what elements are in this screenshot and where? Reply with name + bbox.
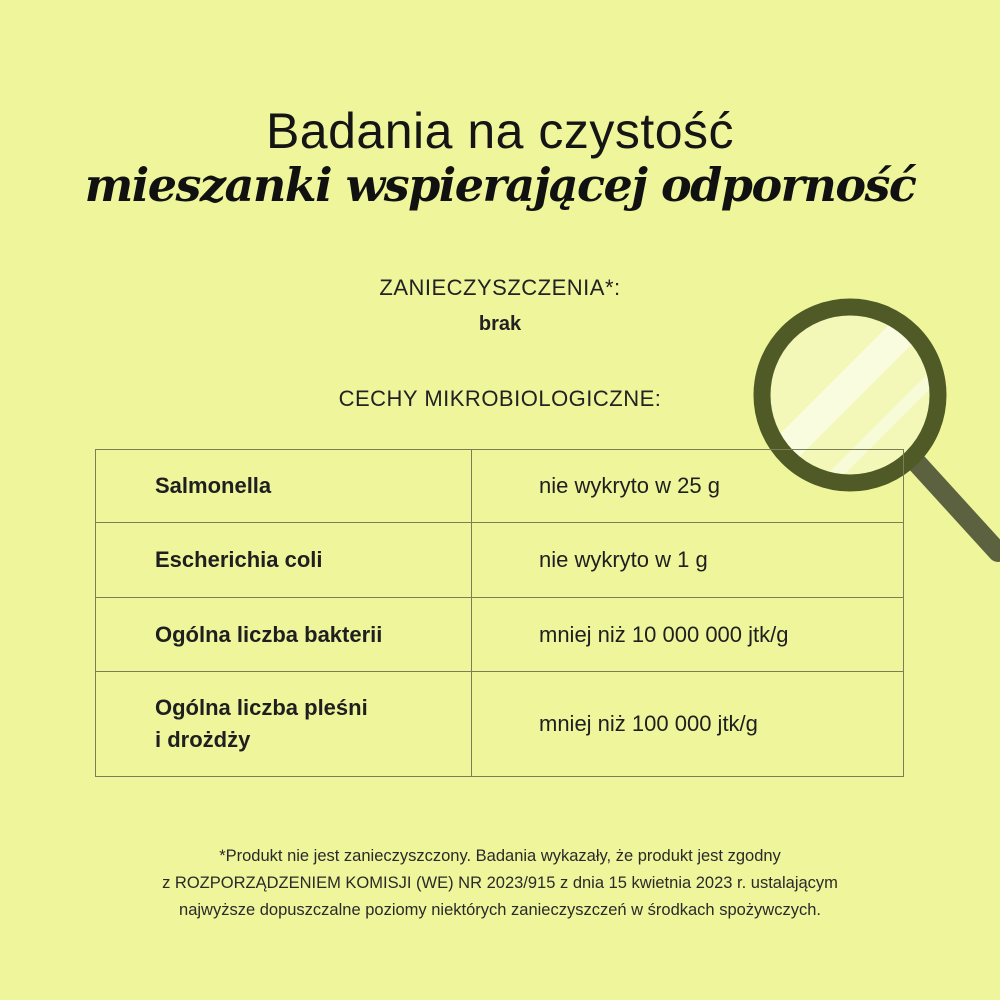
row-name-ecoli — [96, 523, 472, 598]
row-value-molds: mniej niż 100 000 jtk/g — [472, 672, 904, 777]
row-name-line1: Ogólna liczba pleśni — [155, 695, 368, 721]
footnote-line3: najwyższe dopuszczalne poziomy niektórych zanieczyszczeń w środkach spożywczych. — [179, 901, 821, 919]
table-row — [96, 672, 904, 777]
row-value-bacteria: mniej niż 10 000 000 jtk/g — [472, 598, 904, 672]
row-name-line1: Escherichia coli — [155, 547, 323, 573]
footnote-line1: *Produkt nie jest zanieczyszczony. Badania wykazały, że produkt jest zgodny — [219, 847, 781, 865]
page-title-line1: Badania na czystość — [265, 103, 735, 159]
row-name-line2: i drożdży — [155, 727, 251, 752]
microbiology-table — [95, 449, 904, 777]
table-row — [96, 450, 904, 523]
footnote — [0, 843, 1000, 924]
footnote-line2: z ROZPORZĄDZENIEM KOMISJI (WE) NR 2023/915 z dnia 15 kwietnia 2023 r. ustalającym — [162, 874, 838, 892]
table-row — [96, 523, 904, 598]
page-title-line2: mieszanki wspierającej odporność — [84, 158, 916, 212]
row-name-salmonella — [96, 450, 472, 523]
row-name-bacteria — [96, 598, 472, 672]
row-name-line1: Salmonella — [155, 473, 272, 499]
row-value-salmonella: nie wykryto w 25 g — [472, 450, 904, 523]
microbiology-label: CECHY MIKROBIOLOGICZNE: — [338, 386, 662, 411]
row-name-line1: Ogólna liczba bakterii — [155, 621, 383, 647]
contamination-value: brak — [478, 313, 522, 335]
row-name-molds — [96, 672, 472, 777]
row-value-ecoli: nie wykryto w 1 g — [472, 523, 904, 598]
contamination-label: ZANIECZYSZCZENIA*: — [379, 275, 621, 300]
table-row — [96, 598, 904, 672]
